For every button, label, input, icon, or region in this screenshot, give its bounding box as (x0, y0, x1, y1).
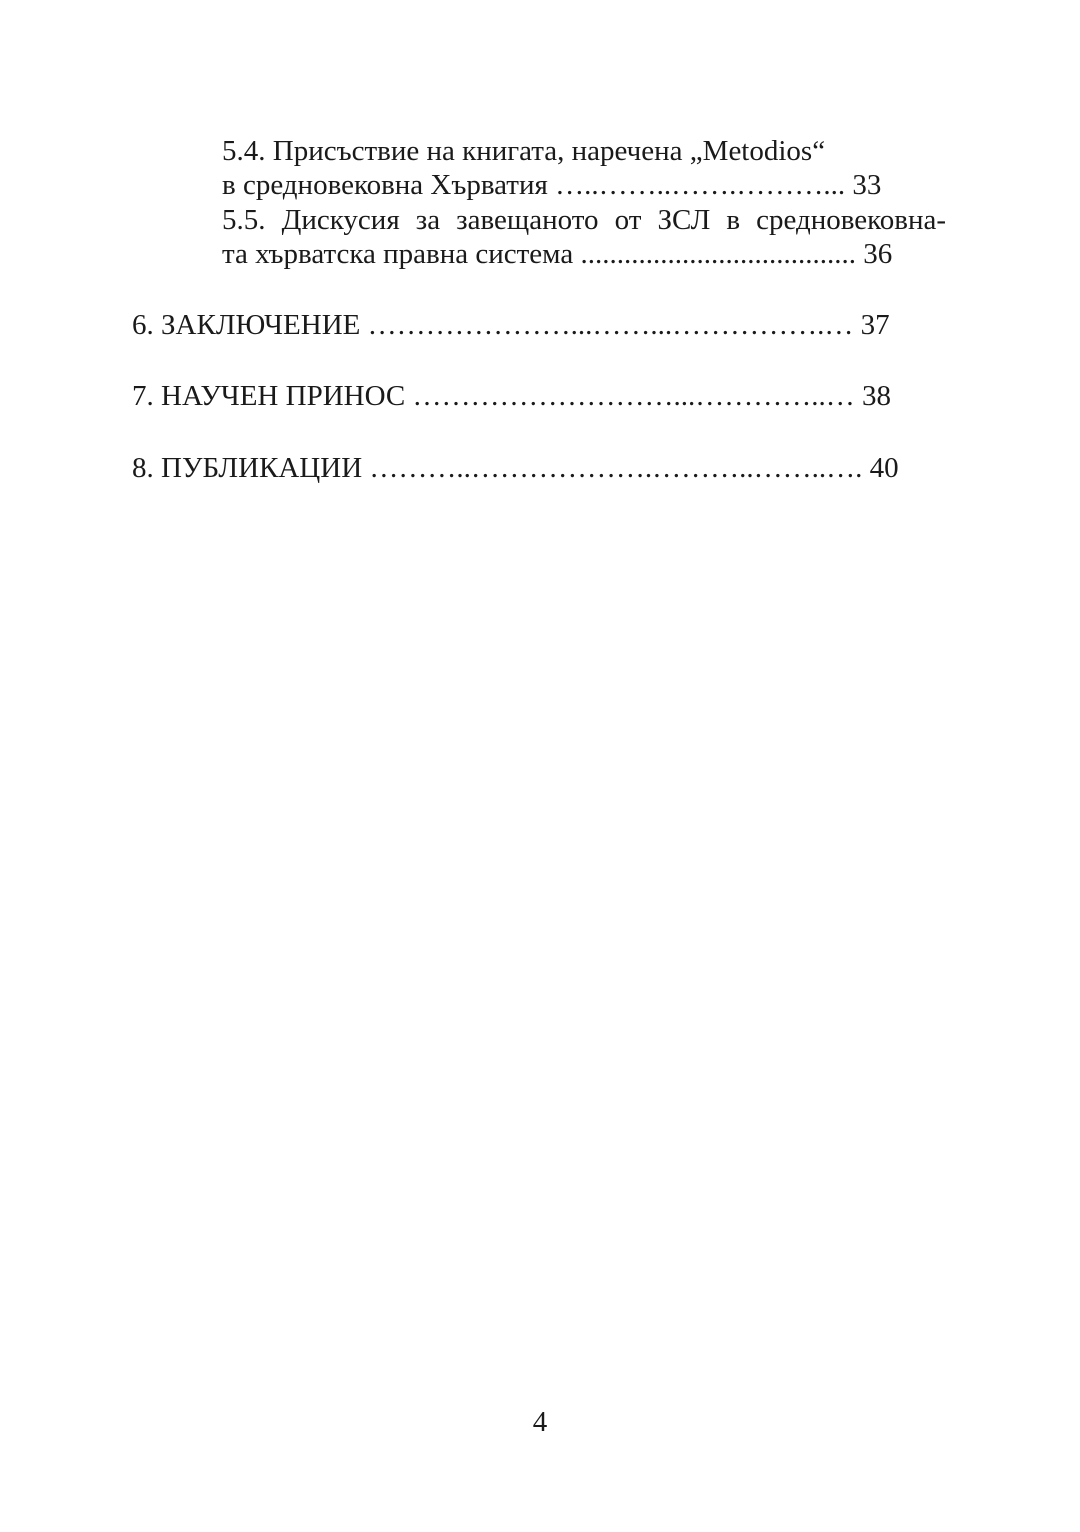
toc-entry-5-5-line-2: та хърватска правна система ...................................... 36 (222, 238, 893, 270)
toc-entry-5-4-line-1: 5.4. Присъствие на книгата, наречена „Metodios“ (222, 135, 826, 167)
toc-entry-7: 7. НАУЧЕН ПРИНОС ………………………...…………..… 38 (132, 380, 891, 412)
page-number: 4 (532, 1406, 548, 1438)
toc-entry-8: 8. ПУБЛИКАЦИИ ………..……………….………..……..…. 40 (132, 452, 899, 484)
toc-entry-5-5-line-1: 5.5. Дискусия за завещаното от ЗСЛ в средновековна- (222, 204, 946, 236)
toc-entry-5-4-line-2: в средновековна Хърватия …..……..…….………... 33 (222, 169, 882, 201)
toc-entry-6: 6. ЗАКЛЮЧЕНИЕ …………………...……...…………….… 37 (132, 309, 890, 341)
